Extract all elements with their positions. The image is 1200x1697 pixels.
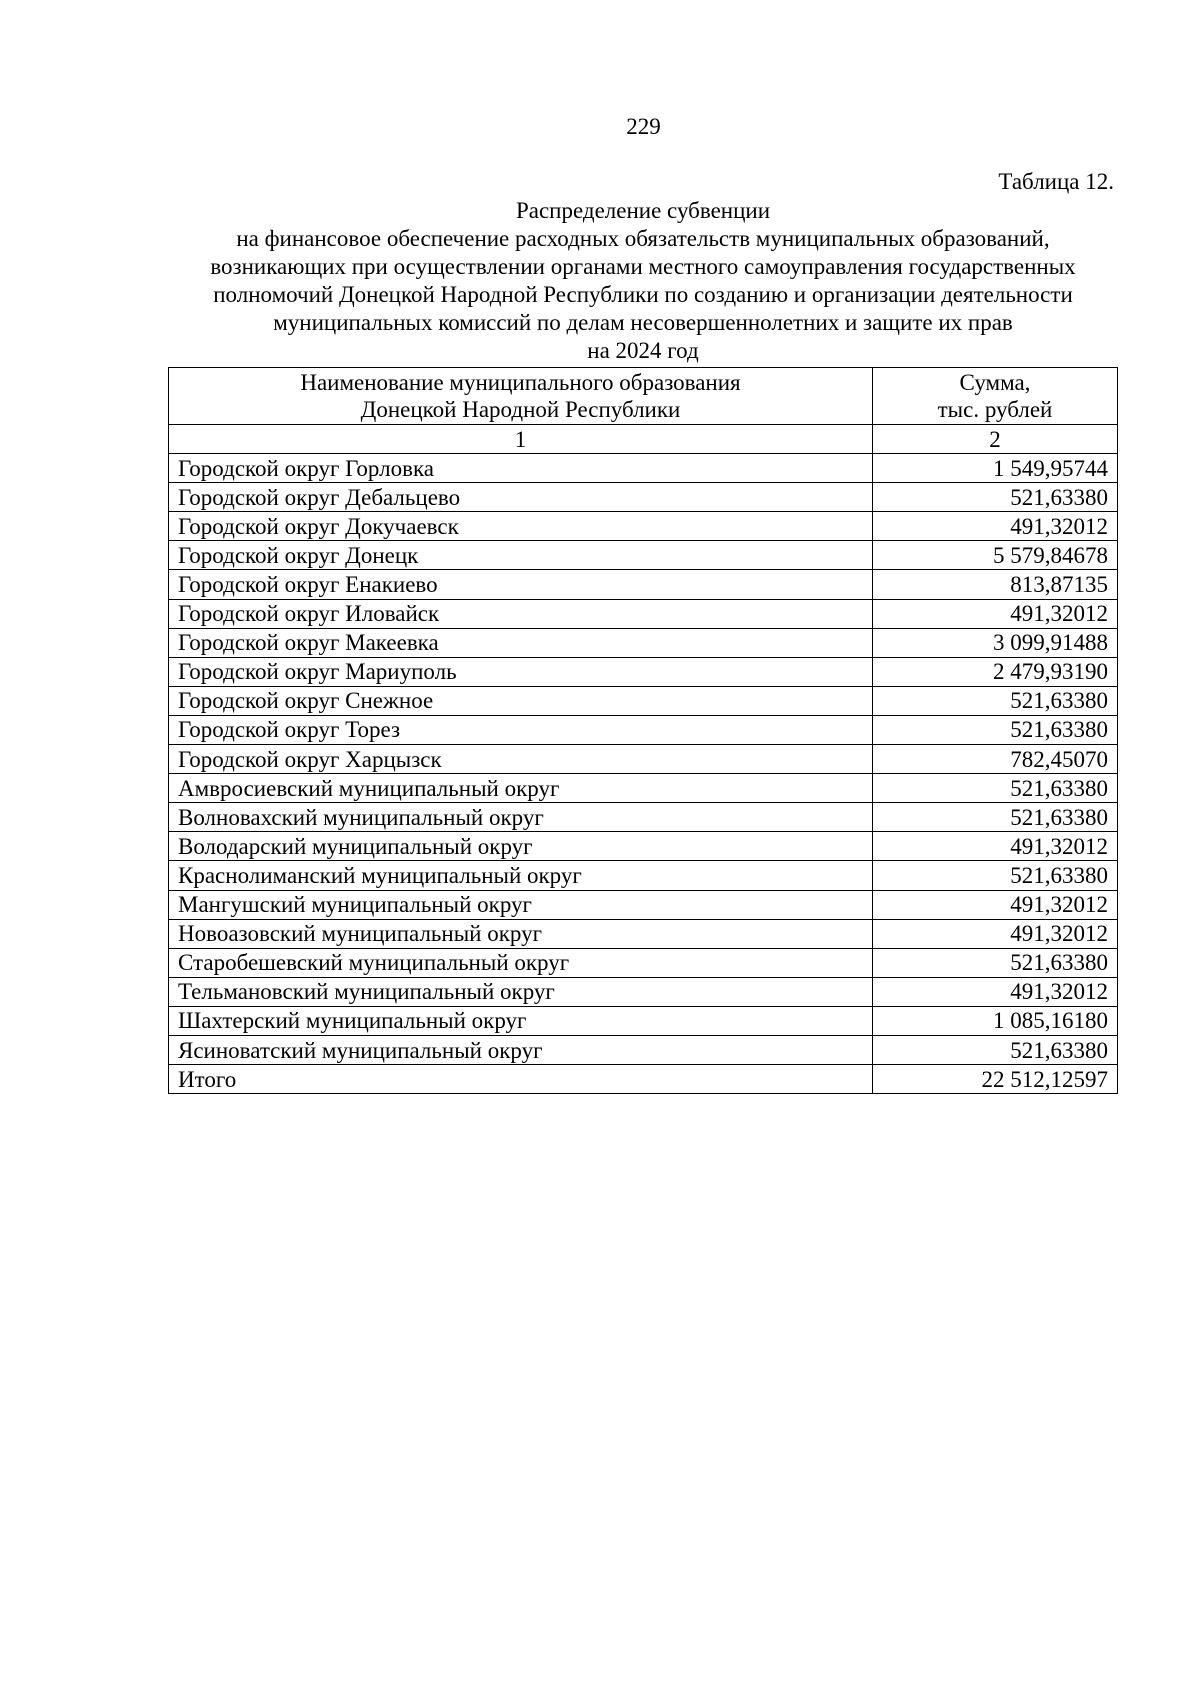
municipality-name: Городской округ Докучаевск: [169, 512, 873, 541]
table-row: [169, 890, 1118, 919]
table-row: [169, 1035, 1118, 1064]
municipality-name: Городской округ Торез: [169, 715, 873, 744]
municipality-name: Тельмановский муниципальный округ: [169, 977, 873, 1006]
subsidy-amount: 521,63380: [873, 483, 1118, 512]
table-number: Таблица 12.: [998, 169, 1114, 194]
municipality-name: Старобешевский муниципальный округ: [169, 948, 873, 977]
municipality-name: Городской округ Енакиево: [169, 570, 873, 599]
subsidy-amount: 3 099,91488: [873, 628, 1118, 657]
subsidy-amount: 491,32012: [873, 512, 1118, 541]
table-row: [169, 454, 1118, 483]
column-number: 1: [169, 425, 873, 454]
subsidy-amount: 491,32012: [873, 919, 1118, 948]
table-row: [169, 541, 1118, 570]
subsidy-amount: 521,63380: [873, 686, 1118, 715]
table-row: [169, 628, 1118, 657]
subsidy-amount: 521,63380: [873, 774, 1118, 803]
title-line: полномочий Донецкой Народной Республики по созданию и организации деятельности: [213, 282, 1073, 307]
municipality-name: Амвросиевский муниципальный округ: [169, 774, 873, 803]
municipality-name: Новоазовский муниципальный округ: [169, 919, 873, 948]
table-row: [169, 1006, 1118, 1035]
table-row: [169, 570, 1118, 599]
municipality-name: Городской округ Горловка: [169, 454, 873, 483]
subsidy-distribution-table: [168, 367, 1118, 1094]
subsidy-amount: 1 549,95744: [873, 454, 1118, 483]
subsidy-amount: 521,63380: [873, 715, 1118, 744]
municipality-name: Городской округ Харцызск: [169, 745, 873, 774]
table-row: [169, 977, 1118, 1006]
table-row: [169, 657, 1118, 686]
municipality-name: Володарский муниципальный округ: [169, 832, 873, 861]
subsidy-amount: 782,45070: [873, 745, 1118, 774]
title-line: муниципальных комиссий по делам несовершеннолетних и защите их прав: [273, 310, 1013, 335]
header-sum-line2: тыс. рублей: [937, 397, 1053, 422]
municipality-name: Краснолиманский муниципальный округ: [169, 861, 873, 890]
municipality-name: Городской округ Дебальцево: [169, 483, 873, 512]
municipality-name: Мангушский муниципальный округ: [169, 890, 873, 919]
subsidy-amount: 491,32012: [873, 832, 1118, 861]
subsidy-amount: 813,87135: [873, 570, 1118, 599]
title-line: Распределение субвенции: [515, 198, 771, 223]
table-row: [169, 745, 1118, 774]
header-sum-cell: [873, 368, 1118, 425]
municipality-name: Волновахский муниципальный округ: [169, 803, 873, 832]
subsidy-amount: 521,63380: [873, 803, 1118, 832]
subsidy-amount: 5 579,84678: [873, 541, 1118, 570]
municipality-name: Городской округ Донецк: [169, 541, 873, 570]
page-number: 229: [626, 114, 661, 139]
subsidy-amount: 1 085,16180: [873, 1006, 1118, 1035]
table-row: [169, 599, 1118, 628]
subsidy-amount: 521,63380: [873, 948, 1118, 977]
total-amount: 22 512,12597: [873, 1065, 1118, 1094]
table-row: [169, 832, 1118, 861]
table-row: [169, 686, 1118, 715]
total-row: [169, 1065, 1118, 1094]
table-row: [169, 919, 1118, 948]
total-label: Итого: [169, 1065, 873, 1094]
table-row: [169, 715, 1118, 744]
column-number-row: [169, 425, 1118, 454]
table-row: [169, 483, 1118, 512]
column-number: 2: [873, 425, 1118, 454]
table-title: [168, 197, 1118, 365]
title-line: на финансовое обеспечение расходных обязательств муниципальных образований,: [236, 226, 1050, 251]
subsidy-amount: 521,63380: [873, 1035, 1118, 1064]
title-line: возникающих при осуществлении органами местного самоуправления государственных: [210, 254, 1076, 279]
subsidy-amount: 491,32012: [873, 977, 1118, 1006]
header-name-line1: Наименование муниципального образования: [300, 370, 741, 395]
table-header-row: [169, 368, 1118, 425]
subsidy-amount: 491,32012: [873, 890, 1118, 919]
subsidy-amount: 521,63380: [873, 861, 1118, 890]
table-row: [169, 512, 1118, 541]
table-row: [169, 774, 1118, 803]
municipality-name: Городской округ Иловайск: [169, 599, 873, 628]
header-sum-line1: Сумма,: [959, 370, 1031, 395]
table-row: [169, 803, 1118, 832]
municipality-name: Ясиноватский муниципальный округ: [169, 1035, 873, 1064]
subsidy-amount: 491,32012: [873, 599, 1118, 628]
municipality-name: Городской округ Мариуполь: [169, 657, 873, 686]
municipality-name: Городской округ Снежное: [169, 686, 873, 715]
header-name-cell: [169, 368, 873, 425]
municipality-name: Шахтерский муниципальный округ: [169, 1006, 873, 1035]
header-name-line2: Донецкой Народной Республики: [360, 397, 681, 422]
table-row: [169, 948, 1118, 977]
subsidy-amount: 2 479,93190: [873, 657, 1118, 686]
title-line: на 2024 год: [587, 338, 699, 363]
municipality-name: Городской округ Макеевка: [169, 628, 873, 657]
table-row: [169, 861, 1118, 890]
